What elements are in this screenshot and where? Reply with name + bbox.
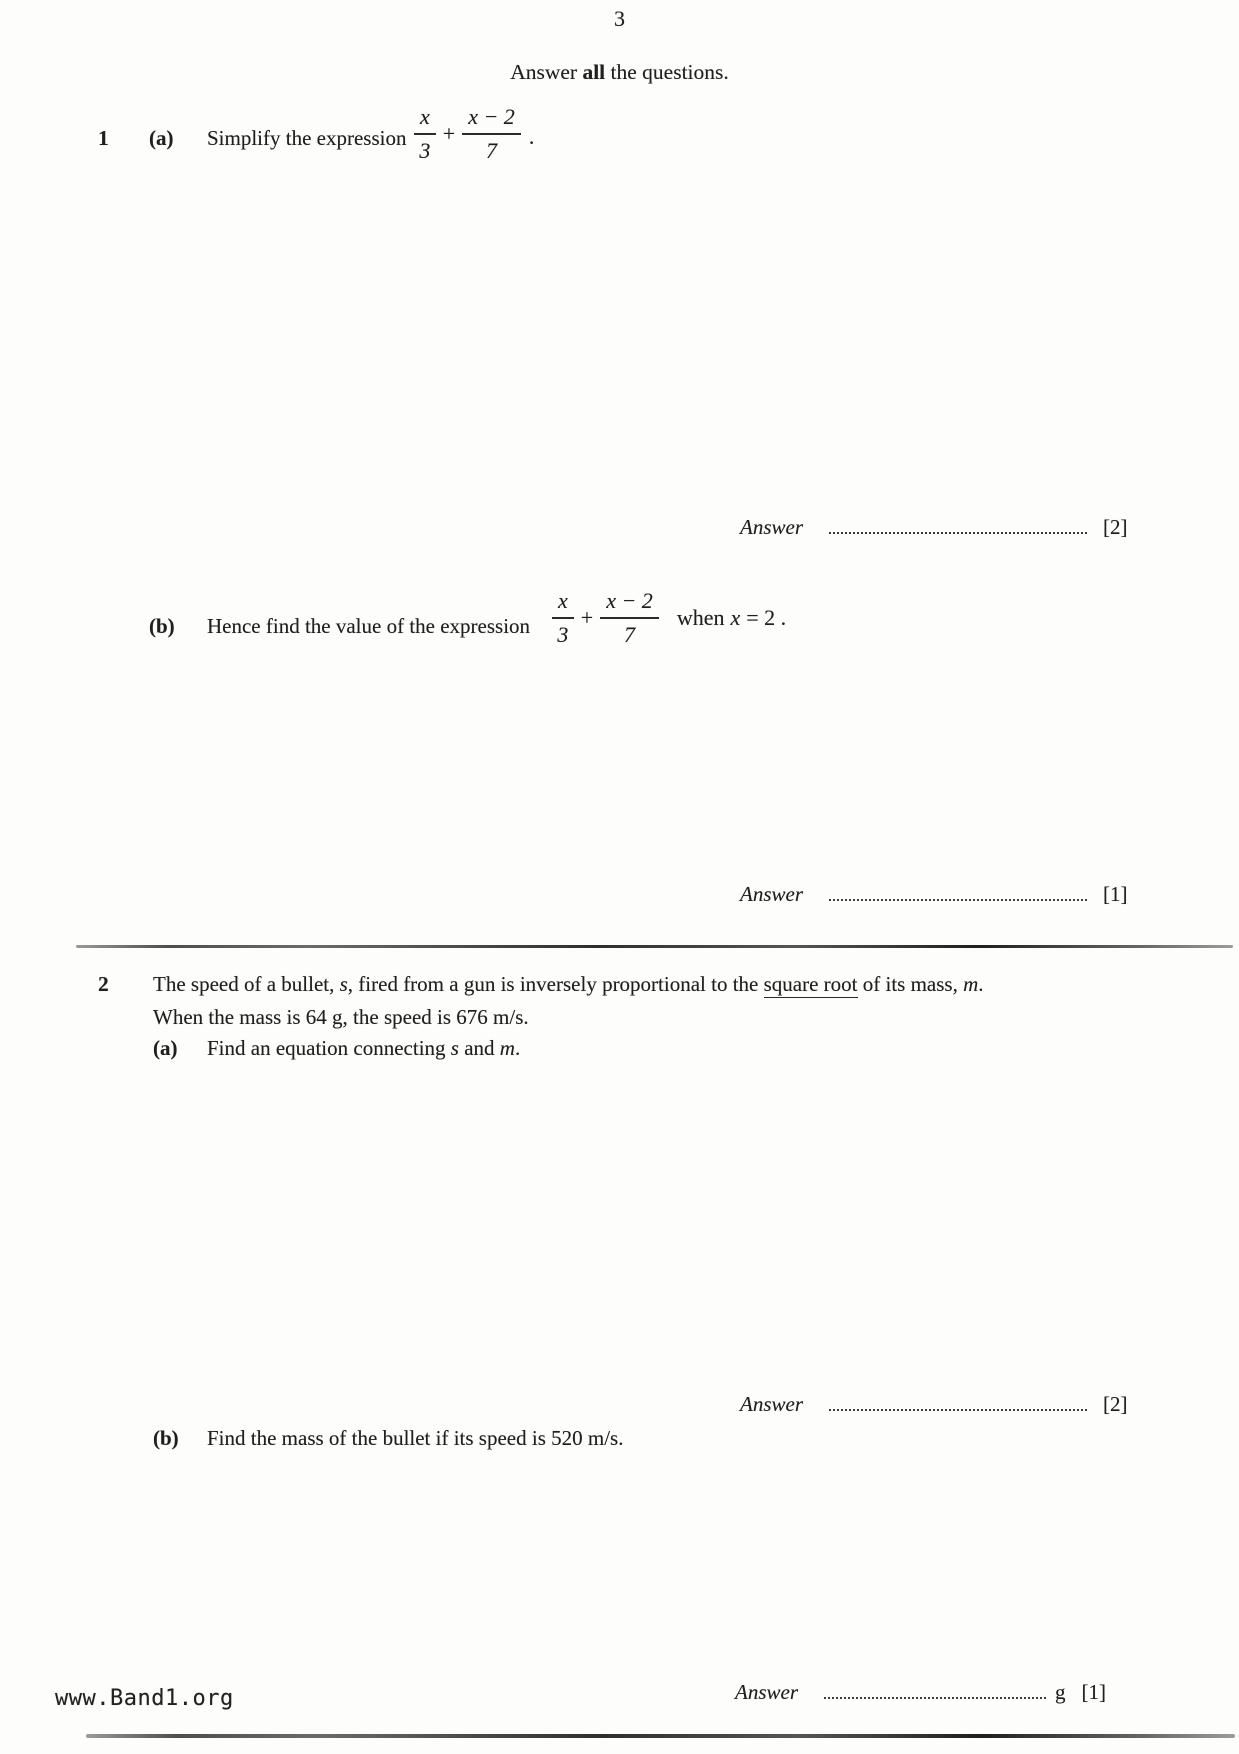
q2-underlined-phrase: square root (763, 972, 858, 996)
q1a-label: (a) (149, 126, 174, 150)
q1a-fraction-2 (462, 104, 521, 164)
q1a-text: Simplify the expression (207, 126, 407, 150)
q1a-answer-label: Answer (740, 515, 803, 539)
q2b-answer-label: Answer (735, 1680, 798, 1704)
q1a-period: . (528, 124, 535, 149)
q1b-when-clause (677, 605, 786, 631)
instruction-post: the questions. (605, 60, 729, 84)
q2a-answer-row (740, 1392, 1128, 1417)
q2a-seg3: . (514, 1036, 521, 1060)
q1a-frac1-denominator: 3 (419, 138, 431, 163)
plus-sign: + (442, 121, 456, 146)
footer-website: www.Band1.org (55, 1686, 234, 1711)
q2-var-s: s (339, 972, 348, 996)
q2-line2: When the mass is 64 g, the speed is 676 m/s. (153, 1005, 529, 1029)
q1a-frac2-denominator: 7 (486, 138, 497, 163)
q1b-answer-label: Answer (740, 882, 803, 906)
q1b-fraction-2 (600, 588, 659, 648)
q2-var-m: m (963, 972, 979, 996)
q1b-frac1-denominator: 3 (557, 622, 569, 647)
q2a-text (207, 1036, 520, 1061)
q1b-answer-row (740, 882, 1128, 907)
q2a-var-s: s (450, 1036, 459, 1060)
q2b-text: Find the mass of the bullet if its speed is 520 m/s. (207, 1426, 624, 1450)
q1a-marks: [2] (1103, 515, 1128, 539)
instruction-bold: all (582, 60, 606, 84)
q2-line1-seg2: , fired from a gun is inversely proportional to the (347, 972, 764, 996)
q2a-label: (a) (153, 1036, 178, 1060)
q1b-when-var: x (730, 605, 741, 630)
q2a-seg1: Find an equation connecting (207, 1036, 451, 1060)
q2-line1-seg4: . (978, 972, 984, 996)
q2-line1-seg1: The speed of a bullet, (153, 972, 340, 996)
q1b-frac2-denominator: 7 (624, 622, 635, 647)
q1b-label: (b) (149, 614, 175, 638)
q2-line1-seg3: of its mass, (857, 972, 964, 996)
q1b-fraction-1 (552, 588, 574, 648)
plus-sign: + (580, 605, 594, 630)
q2a-answer-label: Answer (740, 1392, 803, 1416)
q1a-frac1-numerator: x (414, 104, 436, 135)
q1a-answer-dotted-line (829, 518, 1087, 534)
instruction-pre: Answer (510, 60, 583, 84)
footer-rule (86, 1734, 1235, 1738)
q1b-marks: [1] (1103, 882, 1128, 906)
q1b-frac2-numerator: x − 2 (600, 588, 659, 619)
q1a-fraction-1 (414, 104, 436, 164)
q1b-frac1-numerator: x (552, 588, 574, 619)
q1b-expression (552, 588, 786, 648)
instruction-line (0, 60, 1239, 85)
q2b-answer-dotted-line (824, 1683, 1046, 1699)
section-divider (76, 945, 1233, 948)
q1a-answer-row (740, 515, 1128, 540)
q2b-unit: g (1055, 1680, 1066, 1704)
q2b-answer-row (735, 1680, 1106, 1705)
q2-number: 2 (98, 972, 109, 996)
page-number: 3 (614, 6, 625, 31)
q1b-when-pre: when (676, 605, 725, 630)
q2a-var-m: m (499, 1036, 515, 1060)
q2a-seg2: and (458, 1036, 500, 1060)
q1b-text: Hence find the value of the expression (207, 614, 531, 638)
q2a-marks: [2] (1103, 1392, 1128, 1416)
q2b-marks: [1] (1081, 1680, 1106, 1704)
q1-number: 1 (98, 126, 109, 150)
q1a-frac2-numerator: x − 2 (462, 104, 521, 135)
q1a-expression (414, 104, 534, 164)
q1b-when-post: = 2 . (746, 605, 787, 630)
q2a-answer-dotted-line (829, 1395, 1087, 1411)
q2b-label: (b) (153, 1426, 179, 1450)
q1b-answer-dotted-line (829, 885, 1087, 901)
q2-line1 (153, 972, 984, 997)
